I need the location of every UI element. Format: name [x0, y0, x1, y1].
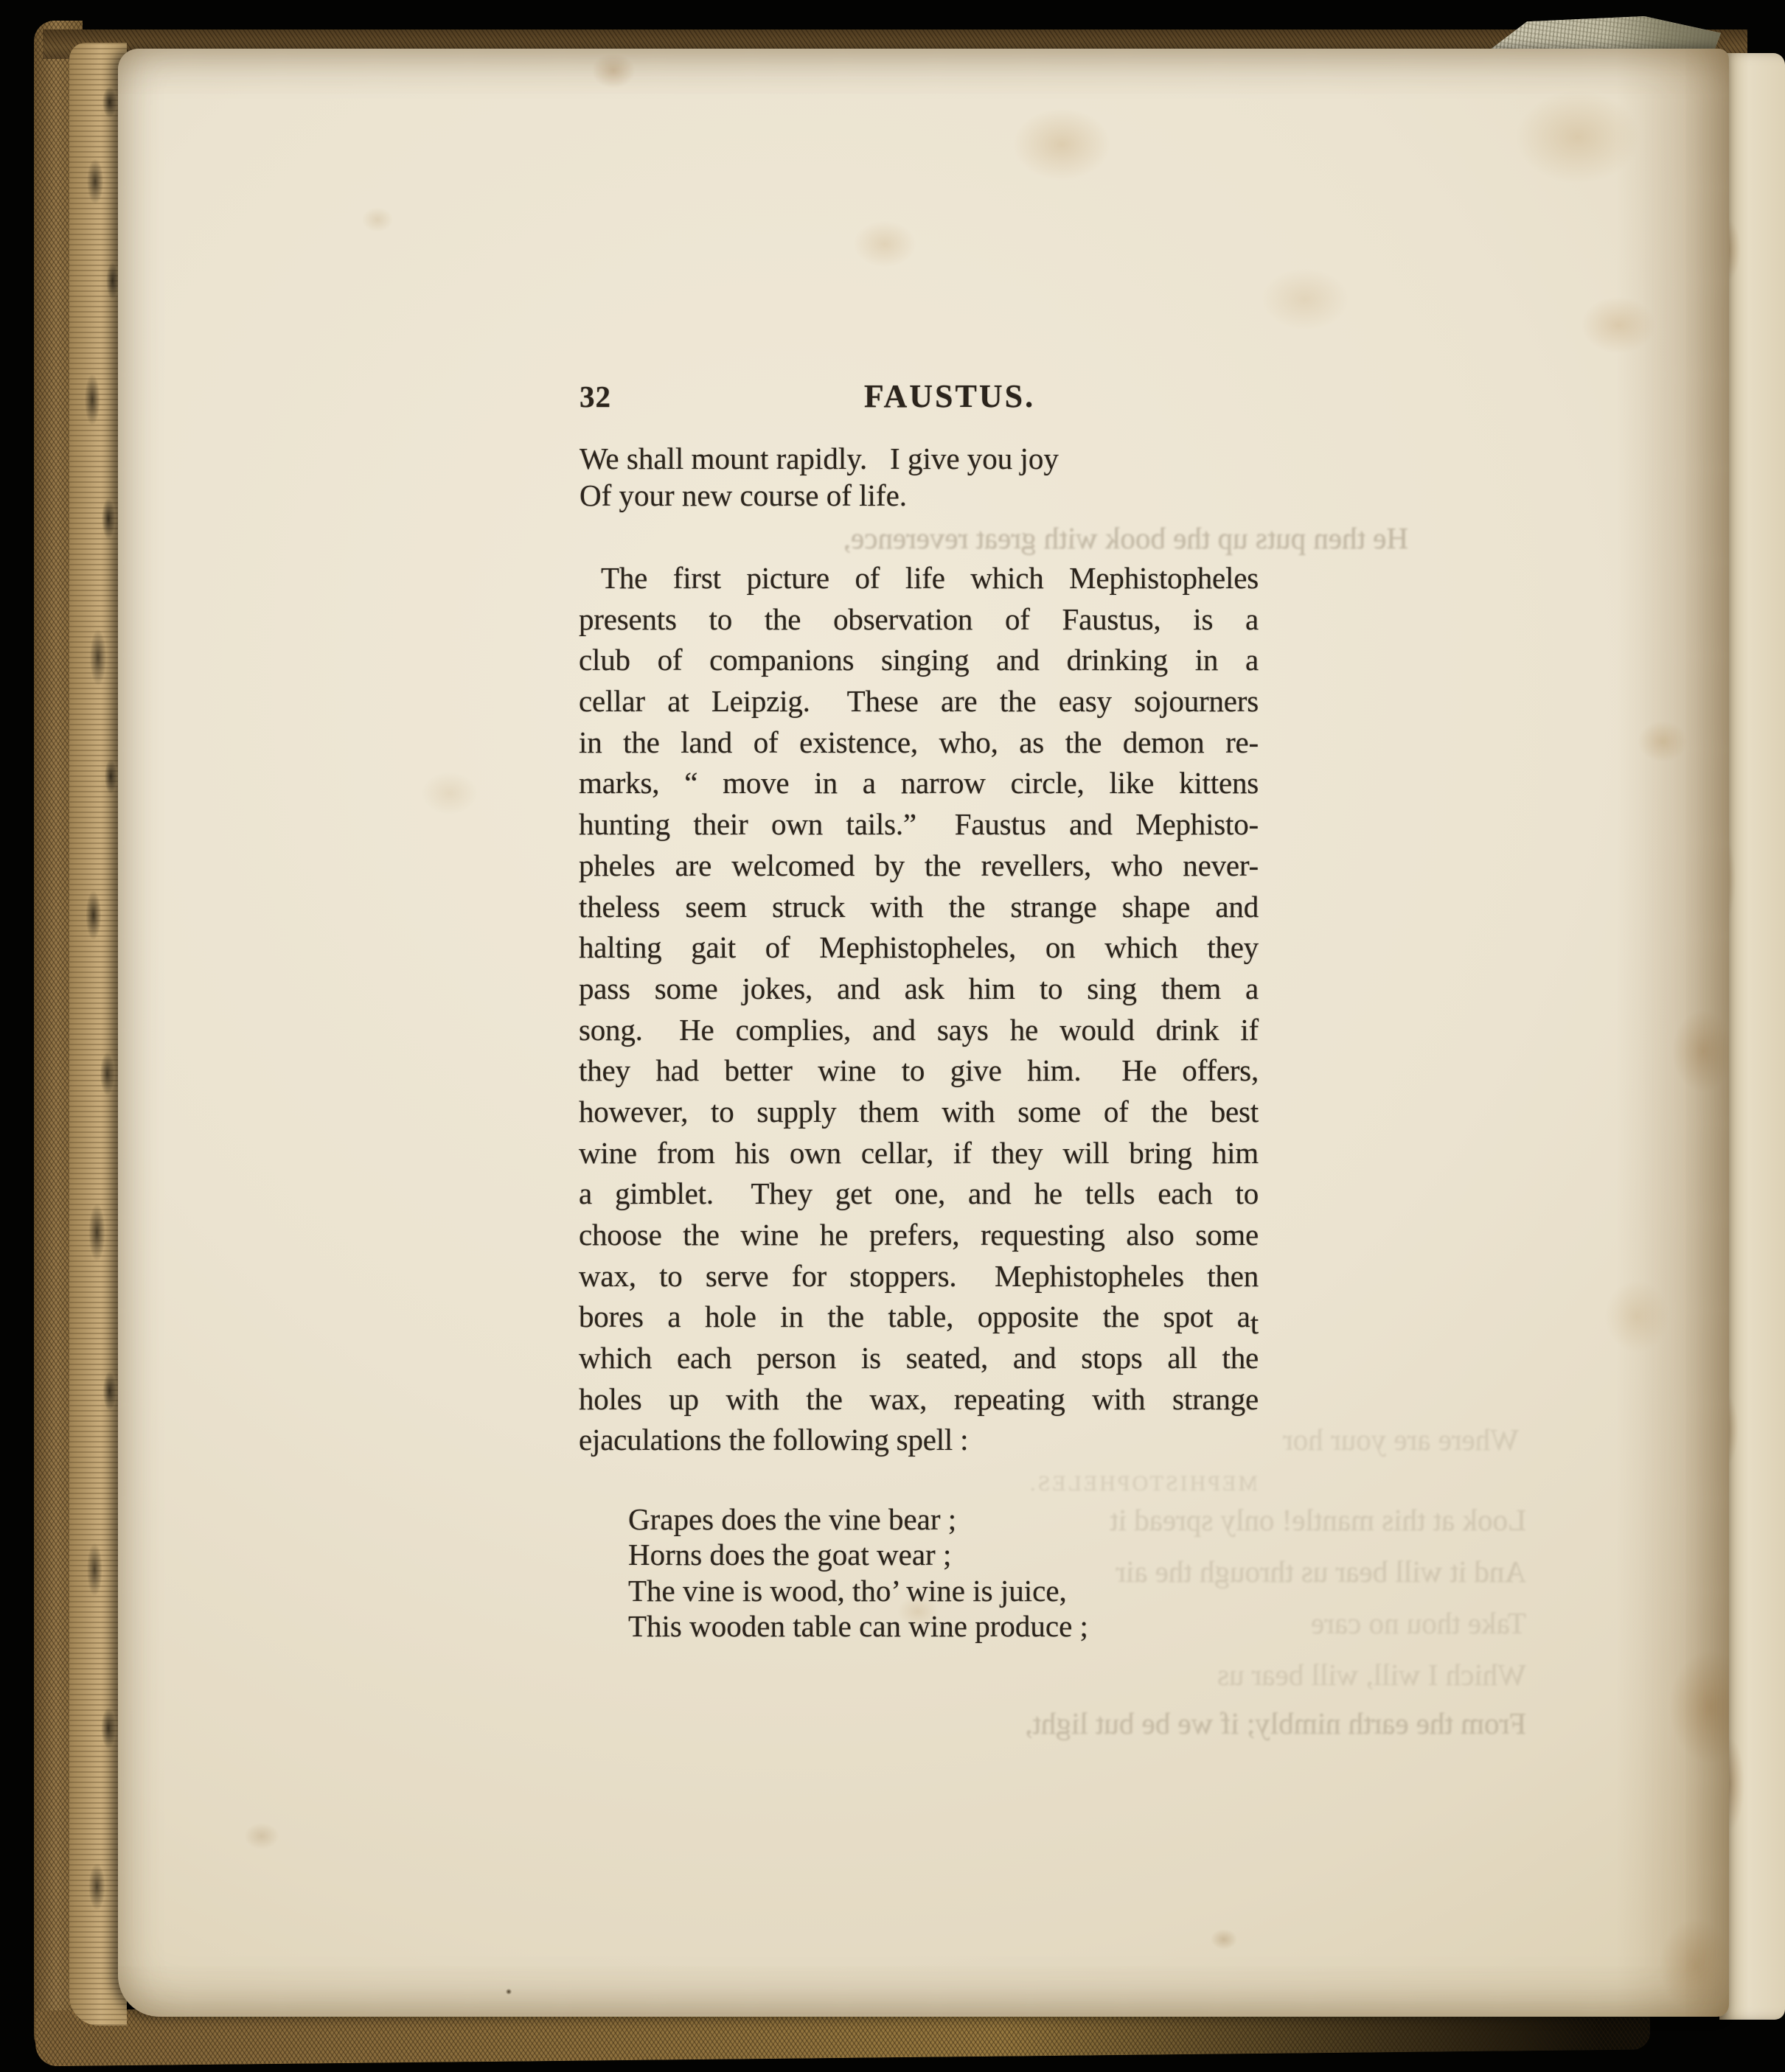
text-line: Grapes does the vine bear ;: [628, 1502, 957, 1536]
ghost-text-line: Where are your hor: [1283, 1423, 1519, 1457]
dropped-letter: t: [1250, 1306, 1259, 1341]
text-line: club of companions singing and drinking in a: [579, 643, 1259, 677]
ghost-text-line: Take thou no care: [1311, 1606, 1526, 1640]
text-line: holes up with the wax, repeating with strange: [579, 1381, 1259, 1416]
text-line: cellar at Leipzig. These are the easy sojourners: [579, 684, 1259, 719]
body-paragraph: [579, 558, 1259, 1461]
text-line: ejaculations the following spell :: [579, 1423, 969, 1457]
opening-verse: [580, 441, 1287, 514]
ghost-text-line: Look at this mantle! only spread it: [1110, 1503, 1526, 1537]
text-line: halting gait of Mephistopheles, on which they: [579, 930, 1259, 965]
text-line: pass some jokes, and ask him to sing them a: [579, 971, 1259, 1005]
text-line: in the land of existence, who, as the demon re-: [579, 725, 1259, 759]
text-line: The vine is wood, tho’ wine is juice,: [628, 1573, 1067, 1608]
text-line: song. He complies, and says he would drink if: [579, 1012, 1259, 1047]
ghost-text-line: And it will bear us through the air: [1116, 1555, 1526, 1588]
text-line: marks, “ move in a narrow circle, like kittens: [579, 766, 1259, 800]
spell-verse: [628, 1501, 1088, 1644]
text-line: bores a hole in the table, opposite the spot at: [579, 1297, 1259, 1338]
running-title: FAUSTUS.: [863, 378, 1036, 414]
text-line: wax, to serve for stoppers. Mephistopheles then: [579, 1258, 1259, 1293]
text-line: theless seem struck with the strange shape and: [579, 889, 1259, 924]
text-line: which each person is seated, and stops all the: [579, 1341, 1259, 1375]
text-line: wine from his own cellar, if they will bring him: [579, 1135, 1259, 1170]
text-line: pheles are welcomed by the revellers, who never-: [579, 848, 1259, 882]
text-line: choose the wine he prefers, requesting also some: [579, 1218, 1259, 1252]
text-line: they had better wine to give him. He offers,: [579, 1053, 1259, 1088]
text-line: Horns does the goat wear ;: [628, 1538, 952, 1572]
ghost-text-line: MEPHISTOPHELES.: [1028, 1471, 1258, 1496]
ghost-text-line: Which I will, will bear us: [1217, 1658, 1526, 1692]
text-line: presents to the observation of Faustus, is a: [579, 601, 1259, 636]
text-line: This wooden table can wine produce ;: [628, 1609, 1088, 1644]
ghost-text-line: He then puts up the book with great reverence,: [843, 521, 1408, 555]
text-line: however, to supply them with some of the best: [579, 1094, 1259, 1129]
text-line: We shall mount rapidly. I give you joy: [580, 442, 1059, 475]
text-line: The first picture of life which Mephistopheles: [601, 561, 1259, 595]
ghost-text-line: From the earth nimbly; if we be but light,: [1025, 1706, 1526, 1740]
page-number: 32: [580, 380, 611, 414]
text-line: hunting their own tails.” Faustus and Mephisto-: [579, 807, 1259, 842]
text-line: Of your new course of life.: [580, 478, 908, 512]
text-line: a gimblet. They get one, and he tells each to: [579, 1176, 1259, 1211]
